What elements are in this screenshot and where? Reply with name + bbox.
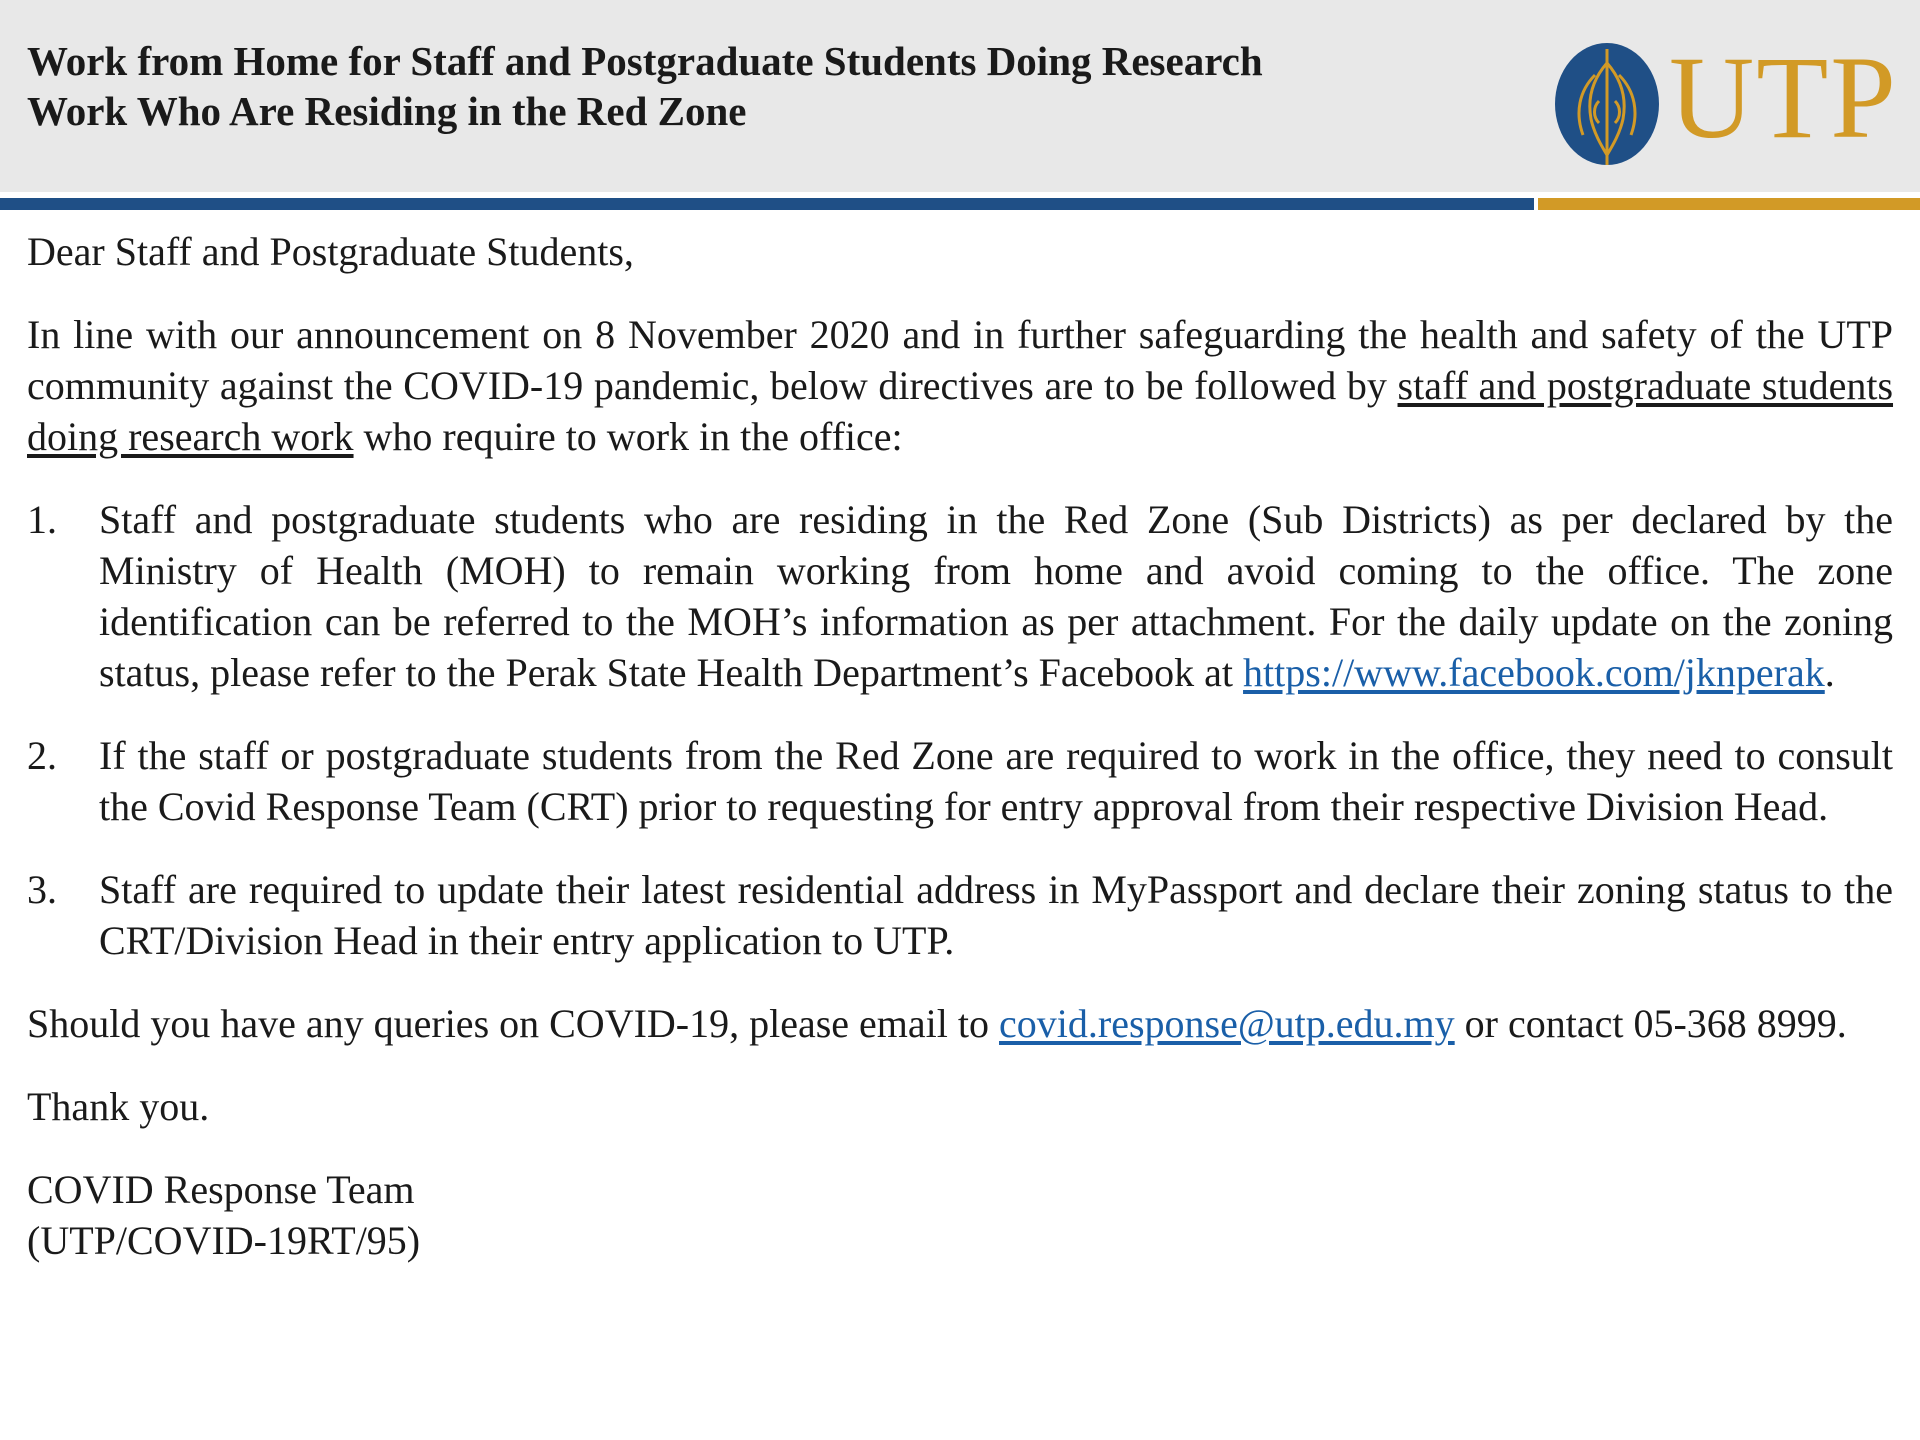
utp-logo-text: UTP — [1669, 32, 1898, 163]
header-rule-gold — [1538, 198, 1920, 210]
document-header — [0, 0, 1920, 192]
directive-text-after: . — [1824, 650, 1835, 695]
directive-item-2 — [27, 730, 1893, 832]
directive-number: 2. — [27, 733, 57, 778]
directive-text — [99, 494, 1893, 698]
queries-paragraph — [27, 998, 1893, 1049]
directive-item-3 — [27, 864, 1893, 966]
intro-paragraph — [27, 309, 1893, 462]
intro-text-after: who require to work in the office: — [353, 414, 903, 459]
intro-text-before: In line with our announcement on 8 November 2020 and in further safeguarding the health and safety of the UTP community against the COVID-19 pandemic, below directives are to be followed by — [27, 312, 1893, 408]
document-title — [27, 36, 1527, 136]
utp-logo — [1553, 32, 1898, 167]
letter-body — [27, 226, 1893, 1266]
queries-text-before: Should you have any queries on COVID-19, please email to — [27, 1001, 1000, 1046]
header-rule-blue — [0, 198, 1534, 210]
greeting: Dear Staff and Postgraduate Students, — [27, 229, 634, 274]
directive-text-before: Staff and postgraduate students who are residing in the Red Zone (Sub Districts) as per declared by the Ministry of Health (MOH) to remain working from home and avoid coming to the office. The zone identification can be referred to the MOH’s information as per attachment. For the daily update on the zoning status, please refer to the Perak State Health Department’s Facebook at — [99, 497, 1893, 695]
email-link[interactable]: covid.response@utp.edu.my — [999, 1001, 1455, 1046]
intro-underlined-text: staff and postgraduate students doing research work — [27, 363, 1894, 459]
directive-text: If the staff or postgraduate students from the Red Zone are required to work in the office, they need to consult the Covid Response Team (CRT) prior to requesting for entry approval from their respective Division Head. — [99, 733, 1893, 829]
signature-team: COVID Response Team — [27, 1167, 415, 1212]
utp-emblem-icon — [1553, 41, 1661, 167]
signature-reference: (UTP/COVID-19RT/95) — [27, 1218, 421, 1263]
directive-text: Staff are required to update their latest residential address in MyPassport and declare their zoning status to the CRT/Division Head in their entry application to UTP. — [99, 867, 1893, 963]
facebook-link[interactable]: https://www.facebook.com/jknperak — [1243, 650, 1825, 695]
directive-item-1 — [27, 494, 1893, 698]
directive-number: 3. — [27, 867, 57, 912]
thanks-line: Thank you. — [27, 1084, 210, 1129]
directive-number: 1. — [27, 497, 57, 542]
title-line-1: Work from Home for Staff and Postgraduate Students Doing Research — [27, 38, 1263, 84]
queries-text-after: or contact 05-368 8999. — [1454, 1001, 1847, 1046]
signature-block — [27, 1164, 1893, 1266]
title-line-2: Work Who Are Residing in the Red Zone — [27, 88, 747, 134]
